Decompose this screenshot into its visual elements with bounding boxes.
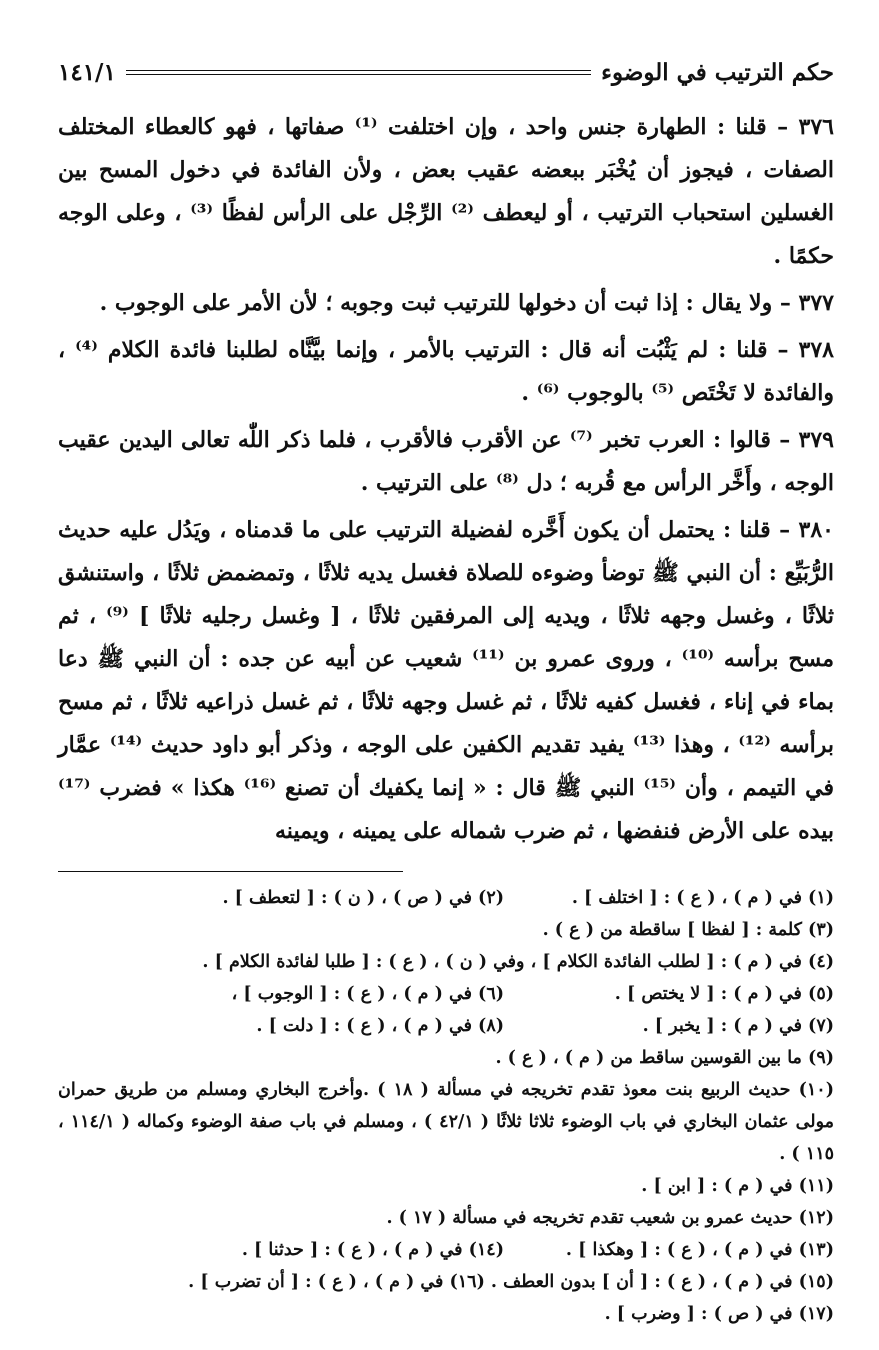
footnote-17: (١٧) في ( ص ) : [ وضرب ] .: [604, 1304, 834, 1324]
header-rule: [126, 70, 591, 75]
footnote-3: (٣) كلمة : [ لفظا ] ساقطة من ( ع ) .: [542, 920, 834, 940]
page-header: [58, 52, 834, 92]
footnote-row: [58, 978, 834, 1010]
footnote-11: (١١) في ( م ) : [ ابن ] .: [641, 1176, 834, 1196]
footnote-4: (٤) في ( م ) : [ لطلب الفائدة الكلام ] ، وفي ( ن ) ، ( ع ) : [ طلبا لفائدة الكلام ] .: [202, 952, 834, 972]
document-page: [58, 52, 834, 1330]
footnote-row: [58, 1010, 834, 1042]
footnote-15-16: (١٥) في ( م ) ، ( ع ) : [ أن ] بدون العطف . (١٦) في ( م ) ، ( ع ) : [ أن تضرب ] .: [188, 1272, 834, 1292]
footnote-8: (٨) في ( م ) ، ( ع ) : [ دلت ] .: [256, 1016, 504, 1036]
footnote-5: (٥) في ( م ) : [ لا يختص ] .: [614, 984, 834, 1004]
footnote-row: [58, 1234, 834, 1266]
running-title: حكم الترتيب في الوضوء: [601, 58, 834, 86]
main-text: [58, 106, 834, 853]
paragraph-377: ٣٧٧ – ولا يقال : إذا ثبت أن دخولها للترتيب ثبت وجوبه ؛ لأن الأمر على الوجوب .: [99, 290, 834, 316]
footnote-6: (٦) في ( م ) ، ( ع ) : [ الوجوب ] ،: [231, 984, 504, 1004]
paragraph-378: ٣٧٨ – قلنا : لم يَثْبُت أنه قال : الترتيب بالأمر ، وإنما بيَّنَّاه لطلبنا فائدة الكلام ⁽⁴⁾ ، والفائدة لا تَخْتَص ⁽⁵⁾ بالوجوب ⁽⁶⁾ .: [58, 337, 834, 406]
footnote-row: [58, 882, 834, 914]
footnote-12: (١٢) حديث عمرو بن شعيب تقدم تخريجه في مسألة ( ١٧ ) .: [386, 1208, 834, 1228]
footnote-1: (١) في ( م ) ، ( ع ) : [ اختلف ] .: [571, 888, 834, 908]
footnote-separator: [58, 871, 403, 872]
footnote-10: (١٠) حديث الربيع بنت معوذ تقدم تخريجه في مسألة ( ١٨ ) .وأخرج البخاري ومسلم من طريق حمران مولى عثمان البخاري في باب الوضوء ثلاثا ثلاثًا ( ٤٢/١ ) ، ومسلم في باب صفة الوضوء وكماله ( ١١٤/١ ، ١١٥ ) .: [58, 1080, 834, 1164]
paragraph-379: ٣٧٩ – قالوا : العرب تخبر ⁽⁷⁾ عن الأقرب فالأقرب ، فلما ذكر اللّٰه تعالى اليدين عقيب الوجه ، وأَخَّر الرأس مع قُربه ؛ دل ⁽⁸⁾ على الترتيب .: [58, 427, 834, 496]
footnote-13: (١٣) في ( م ) ، ( ع ) : [ وهكذا ] .: [565, 1240, 834, 1260]
paragraph-376: ٣٧٦ – قلنا : الطهارة جنس واحد ، وإن اختلفت ⁽¹⁾ صفاتها ، فهو كالعطاء المختلف الصفات ، فيجوز أن يُخْبَر ببعضه عقيب بعض ، ولأن الفائدة في دخول المسح بين الغسلين استحباب الترتيب ، أو ليعطف ⁽²⁾ الرِّجْل على الرأس لفظًا ⁽³⁾ ، وعلى الوجه حكمًا .: [58, 114, 834, 269]
footnote-7: (٧) في ( م ) : [ يخبر ] .: [642, 1016, 834, 1036]
footnote-2: (٢) في ( ص ) ، ( ن ) : [ لتعطف ] .: [222, 888, 504, 908]
footnote-9: (٩) ما بين القوسين ساقط من ( م ) ، ( ع ) .: [495, 1048, 834, 1068]
footnote-14: (١٤) في ( م ) ، ( ع ) : [ حدثنا ] .: [241, 1240, 504, 1260]
footnotes: [58, 882, 834, 1330]
page-number: ١٤١/١: [58, 58, 116, 86]
paragraph-380: ٣٨٠ – قلنا : يحتمل أن يكون أَخَّره لفضيلة الترتيب على ما قدمناه ، ويَدُل عليه حديث الرُّبَيِّع : أن النبي ﷺ توضأ وضوءه للصلاة فغسل يديه ثلاثًا ، وتمضمض ثلاثًا ، واستنشق ثلاثًا ، وغسل وجهه ثلاثًا ، ويديه إلى المرفقين ثلاثًا ، [ وغسل رجليه ثلاثًا ] ⁽⁹⁾ ، ثم مسح برأسه ⁽¹⁰⁾ ، وروى عمرو بن ⁽¹¹⁾ شعيب عن أبيه عن جده : أن النبي ﷺ دعا بماء في إناء ، فغسل كفيه ثلاثًا ، ثم غسل وجهه ثلاثًا ، ثم غسل ذراعيه ثلاثًا ، ثم مسح برأسه ⁽¹²⁾ ، وهذا ⁽¹³⁾ يفيد تقديم الكفين على الوجه ، وذكر أبو داود حديث ⁽¹⁴⁾ عمَّار في التيمم ، وأن ⁽¹⁵⁾ النبي ﷺ قال : « إنما يكفيك أن تصنع ⁽¹⁶⁾ هكذا » فضرب ⁽¹⁷⁾ بيده على الأرض فنفضها ، ثم ضرب شماله على يمينه ، ويمينه: [58, 517, 834, 844]
